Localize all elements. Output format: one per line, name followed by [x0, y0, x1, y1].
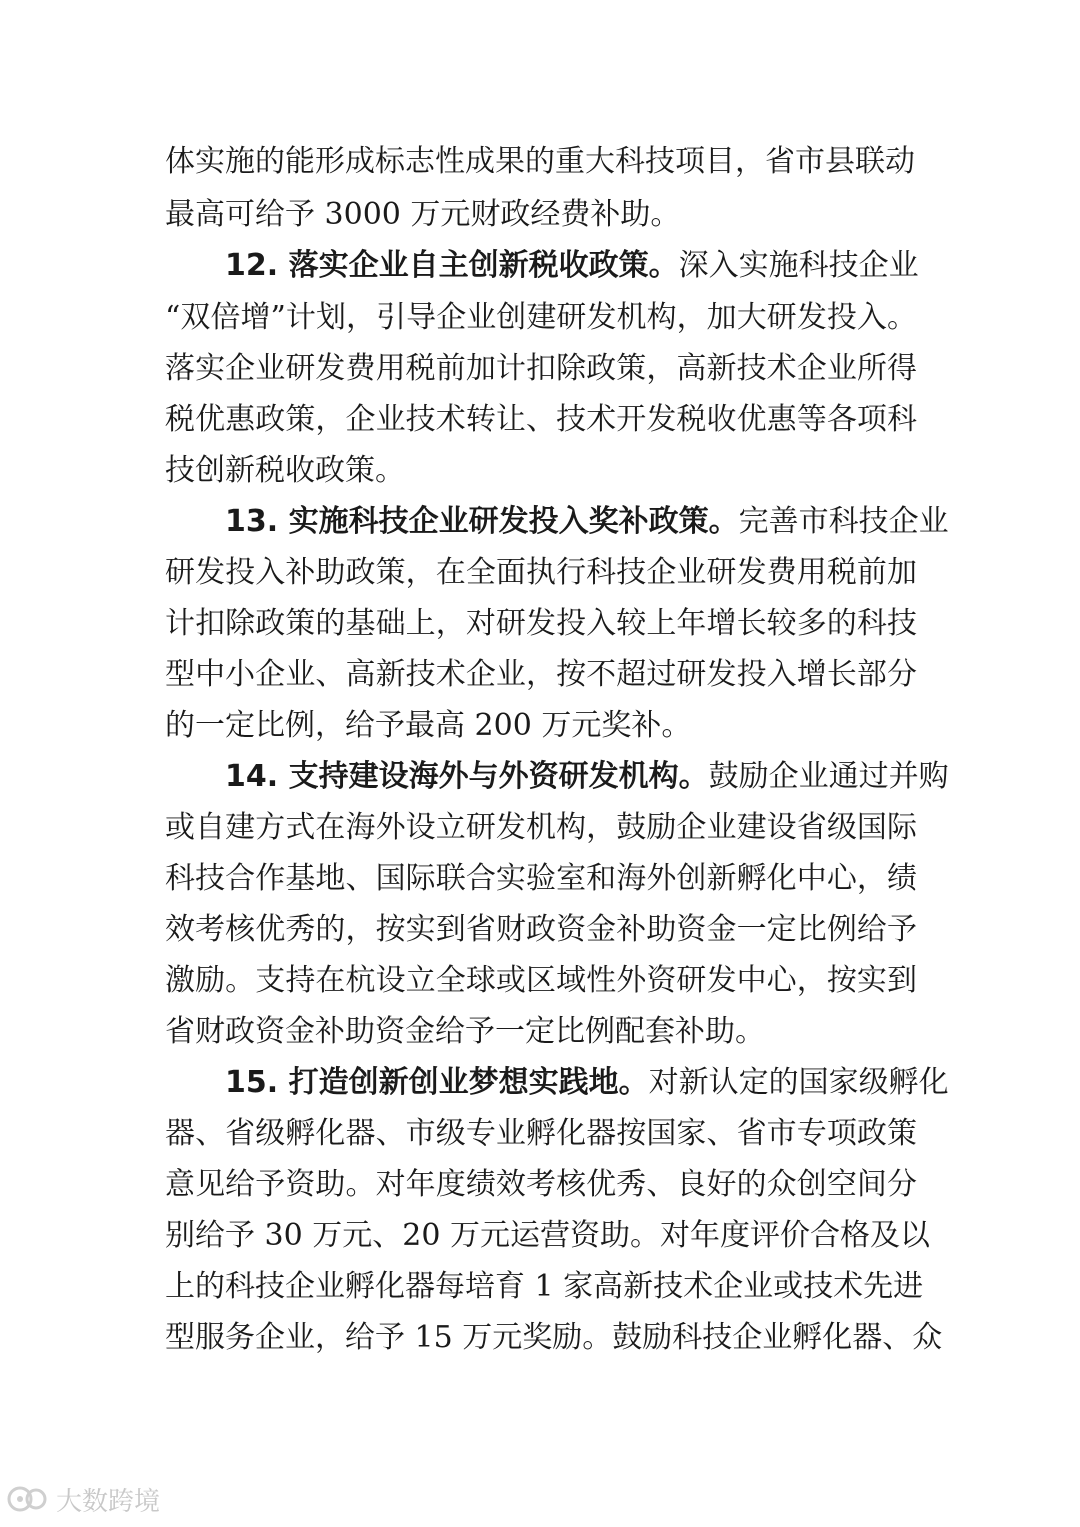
- body-line: 技创新税收政策。: [165, 453, 405, 488]
- section-12-line: 12. 落实企业自主创新税收政策。深入实施科技企业: [225, 248, 919, 283]
- body-line: 别给予 30 万元、20 万元运营资助。对年度评价合格及以: [165, 1218, 930, 1253]
- body-line: 上的科技企业孵化器每培育 1 家高新技术企业或技术先进: [165, 1269, 924, 1304]
- watermark-logo-icon: [6, 1485, 50, 1513]
- section-13-line: 13. 实施科技企业研发投入奖补政策。完善市科技企业: [225, 504, 949, 539]
- body-line: 的一定比例，给予最高 200 万元奖补。: [165, 708, 692, 743]
- body-line: 科技合作基地、国际联合实验室和海外创新孵化中心，绩: [165, 861, 917, 896]
- section-14-line: 14. 支持建设海外与外资研发机构。鼓励企业通过并购: [225, 759, 949, 794]
- watermark: [6, 1481, 160, 1517]
- section-15-heading: 15. 打造创新创业梦想实践地。: [225, 1065, 649, 1100]
- section-13-heading: 13. 实施科技企业研发投入奖补政策。: [225, 504, 739, 539]
- section-14-heading: 14. 支持建设海外与外资研发机构。: [225, 759, 709, 794]
- body-line: 效考核优秀的，按实到省财政资金补助资金一定比例给予: [165, 912, 917, 947]
- body-line: 型中小企业、高新技术企业，按不超过研发投入增长部分: [165, 657, 917, 692]
- body-line: 体实施的能形成标志性成果的重大科技项目，省市县联动: [165, 144, 915, 179]
- body-line: 最高可给予 3000 万元财政经费补助。: [165, 197, 681, 232]
- body-line: 激励。支持在杭设立全球或区域性外资研发中心，按实到: [165, 963, 917, 998]
- body-line: 器、省级孵化器、市级专业孵化器按国家、省市专项政策: [165, 1116, 917, 1151]
- body-line: 省财政资金补助资金给予一定比例配套补助。: [165, 1014, 765, 1049]
- section-12-heading: 12. 落实企业自主创新税收政策。: [225, 248, 679, 283]
- body-line: “双倍增”计划，引导企业创建研发机构，加大研发投入。: [165, 300, 917, 335]
- body-line: 税优惠政策，企业技术转让、技术开发税收优惠等各项科: [165, 402, 917, 437]
- section-15-line: 15. 打造创新创业梦想实践地。对新认定的国家级孵化: [225, 1065, 949, 1100]
- body-line: 研发投入补助政策，在全面执行科技企业研发费用税前加: [165, 555, 917, 590]
- body-line: 或自建方式在海外设立研发机构，鼓励企业建设省级国际: [165, 810, 917, 845]
- body-line: 型服务企业，给予 15 万元奖励。鼓励科技企业孵化器、众: [165, 1320, 943, 1355]
- body-line: 落实企业研发费用税前加计扣除政策，高新技术企业所得: [165, 351, 917, 386]
- body-line: 计扣除政策的基础上，对研发投入较上年增长较多的科技: [165, 606, 917, 641]
- body-line: 意见给予资助。对年度绩效考核优秀、良好的众创空间分: [165, 1167, 917, 1202]
- watermark-text: 大数跨境: [56, 1486, 161, 1517]
